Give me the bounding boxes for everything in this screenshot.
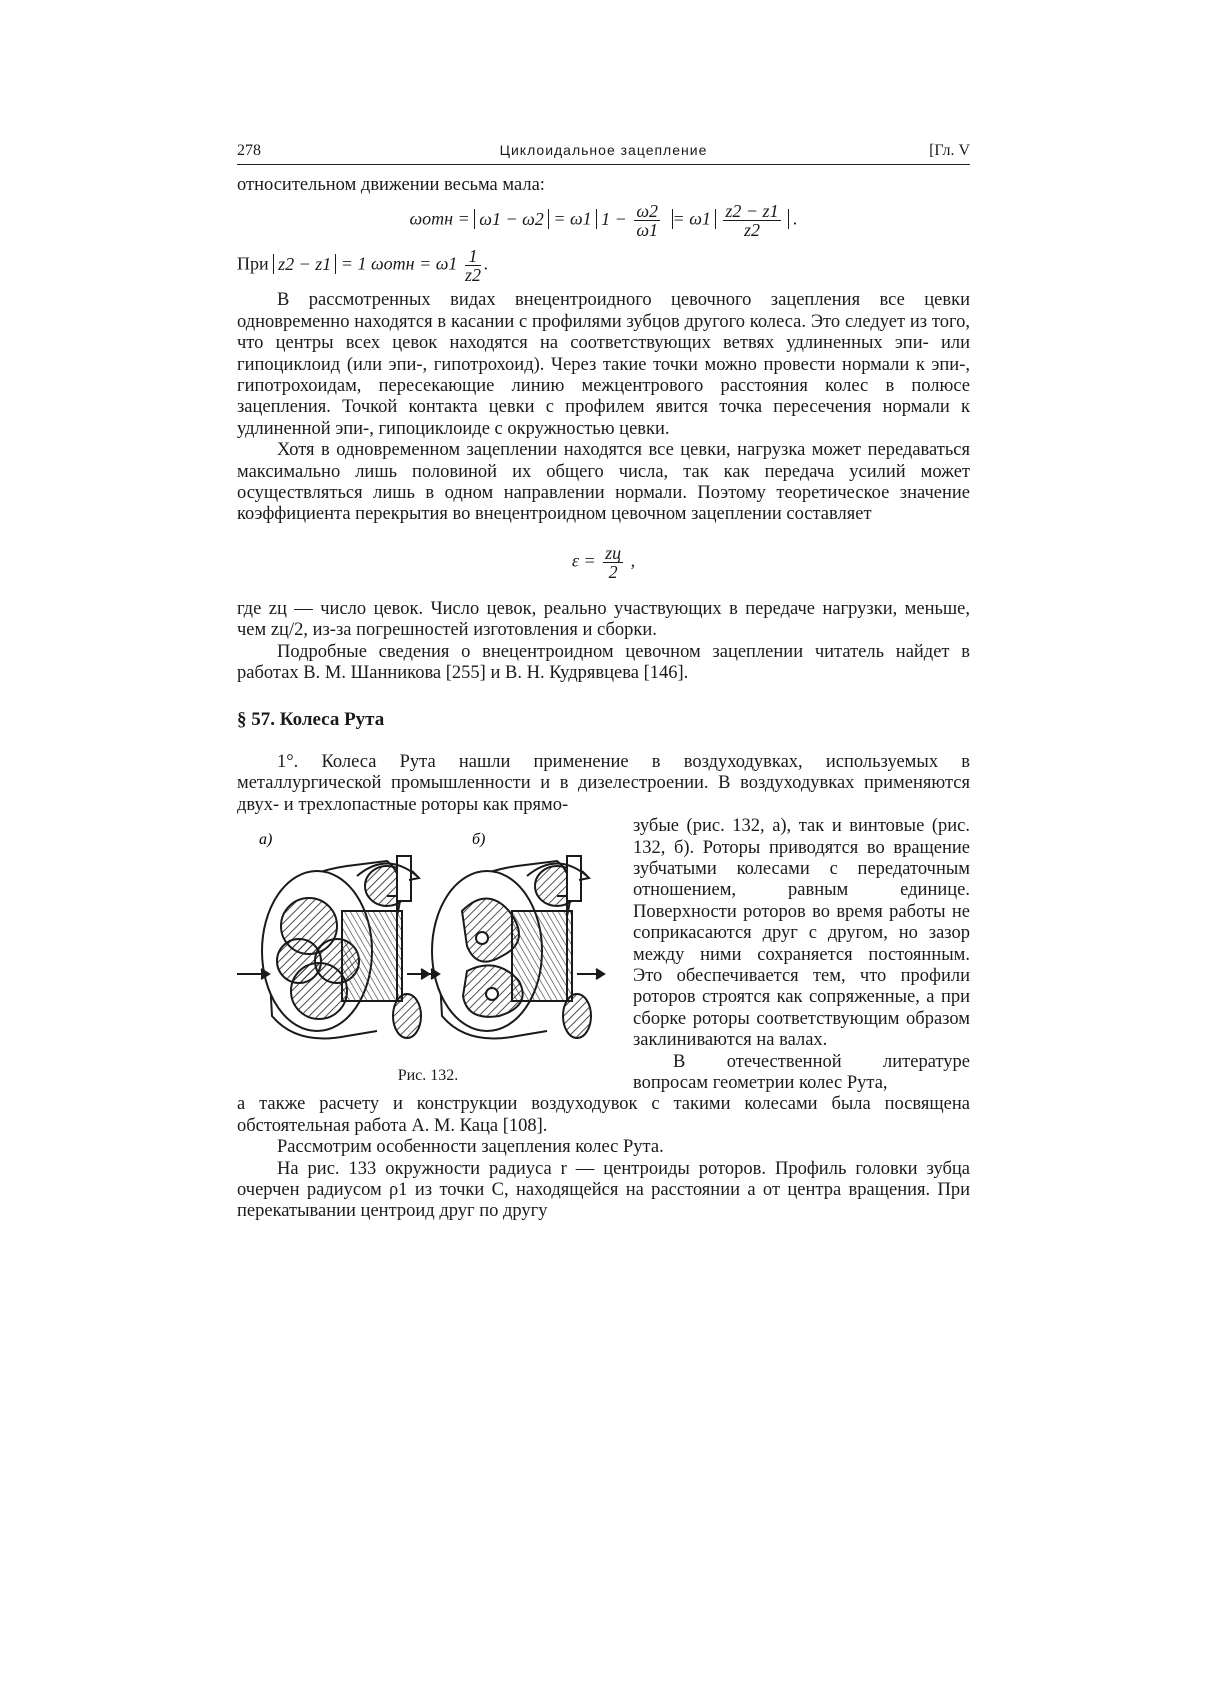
figure-label-b: б) bbox=[472, 831, 486, 849]
page-number: 278 bbox=[237, 142, 261, 159]
running-title: Циклоидальное зацепление bbox=[499, 142, 708, 158]
figure-label-a: а) bbox=[259, 831, 273, 849]
page bbox=[237, 138, 970, 1223]
formula-relative-velocity: ωотн = ω1 − ω2 = ω1 1 − $\frac{\omega 2}{\omega 1}$ = ω1 $\frac{z2 - z1}{z2}$ . bbox=[409, 201, 798, 241]
running-header bbox=[237, 138, 970, 165]
wrapped-text-column bbox=[633, 816, 970, 1094]
paragraph: Подробные сведения о внецентроидном цевочном зацеплении читатель найдет в работах В. М. Шанникова [255] и В. Н. Кудрявцева [146]. bbox=[237, 641, 970, 684]
paragraph: где zц — число цевок. Число цевок, реально участвующих в передаче нагрузки, меньше, чем zц/2, из-за погрешностей изготовления и сборки. bbox=[237, 598, 970, 641]
blower-b bbox=[415, 856, 604, 1039]
paragraph: Рассмотрим особенности зацепления колес Рута. bbox=[277, 1137, 664, 1158]
chapter-label: [Гл. V bbox=[929, 142, 970, 159]
figure-caption: Рис. 132. bbox=[397, 1066, 459, 1084]
figure-row bbox=[237, 816, 970, 1094]
paragraph: В рассмотренных видах внецентроидного цевочного зацепления все цевки одновременно находятся в касании с профилями зубцов другого колеса. Это следует из того, что центры всех цевок находятся на соответствующих ветвях удлиненных эпи- или гипоциклоид (или эпи-, гипотрохоид). Через такие точки можно провести нормали к эпи-, гипотрохоидам, пересекающие линию межцентрового расстояния колес в полюсе зацепления. Точкой контакта цевки с профилем явится точка пересечения нормали к удлиненной эпи-, гипоциклоиде с окружностью цевки. bbox=[237, 290, 970, 439]
section-heading: § 57. Колеса Рута bbox=[237, 708, 385, 730]
figure-132 bbox=[237, 816, 619, 1094]
paragraph: а также расчету и конструкции воздуходувок с такими колесами была посвящена обстоятельная работа А. М. Каца [108]. bbox=[237, 1094, 970, 1136]
paragraph: 1°. Колеса Рута нашли применение в воздуходувках, используемых в металлургической промышленности и в дизелестроении. В воздуходувках применяются двух- и трехлопастные роторы как прямо- bbox=[237, 751, 970, 815]
formula-special-case: При z2 − z1 = 1 ωотн = ω1 $\frac{1}{z2}$ . bbox=[237, 246, 489, 286]
formula-overlap-coefficient: ε = $\frac{zц}{2}$ , bbox=[571, 542, 636, 582]
blower-a bbox=[237, 856, 429, 1039]
roots-blower-illustration bbox=[237, 816, 619, 1056]
paragraph: В отечественной литературе вопросам геометрии колес Рута, bbox=[633, 1051, 970, 1093]
paragraph: относительном движении весьма мала: bbox=[237, 175, 545, 195]
paragraph: На рис. 133 окружности радиуса r — центроиды роторов. Профиль головки зубца очерчен радиусом ρ1 из точки C, находящейся на расстоянии a от центра вращения. При перекатывании центроид друг по другу bbox=[237, 1158, 970, 1222]
body-text bbox=[237, 175, 970, 1223]
paragraph: зубые (рис. 132, а), так и винтовые (рис. 132, б). Роторы приводятся во вращение зубчатыми колесами с передаточным отношением, равным единице. Поверхности роторов во время работы не соприкасаются друг с другом, но зазор между ними сохраняется постоянным. Это обеспечивается тем, что профили роторов строятся как сопряженные, а при сборке роторы соответствующим образом заклиниваются на валах. bbox=[633, 816, 970, 1051]
paragraph: Хотя в одновременном зацеплении находятся все цевки, нагрузка может передаваться максимально лишь половиной их общего числа, так как передача усилий может осуществляться лишь в одном направлении нормали. Поэтому теоретическое значение коэффициента перекрытия во внецентроидном цевочном зацеплении составляет bbox=[237, 440, 970, 525]
